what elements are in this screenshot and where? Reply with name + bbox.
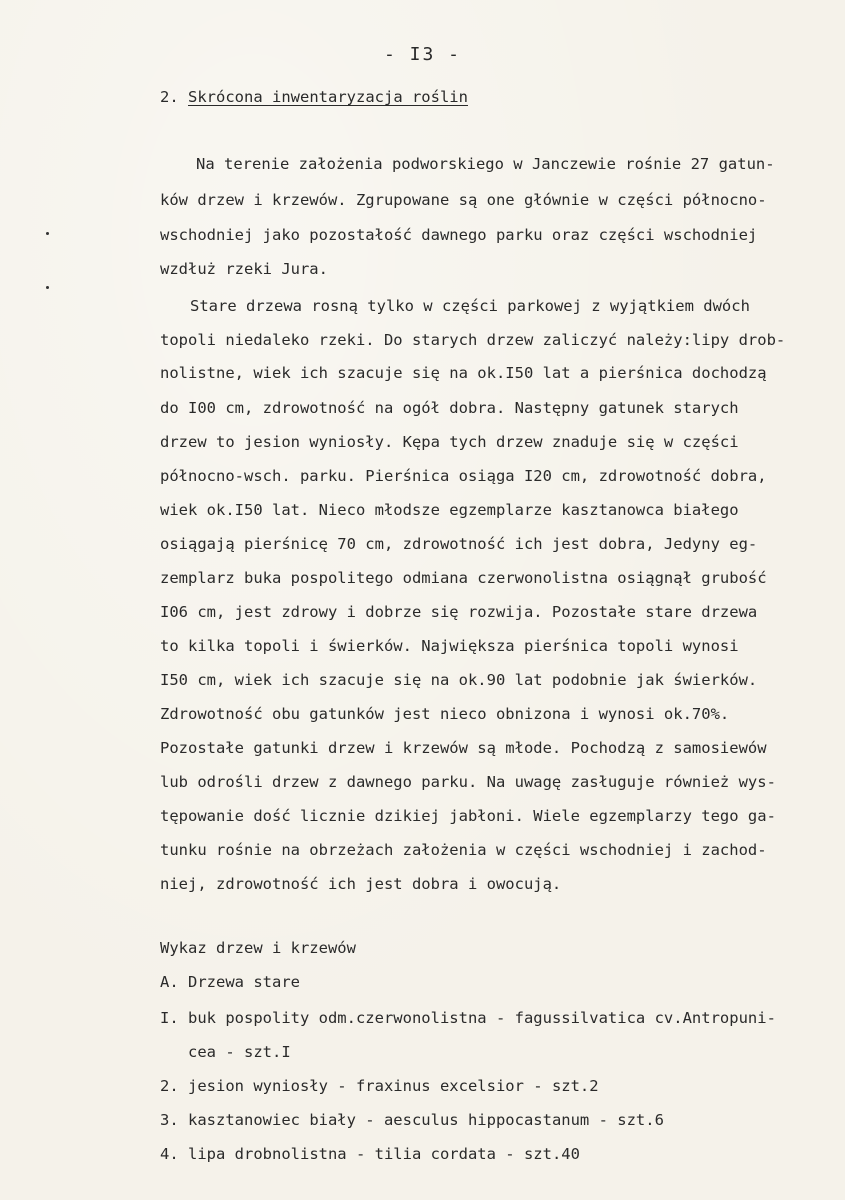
page-number: - I3 - xyxy=(383,44,462,65)
paragraph-line: osiągają pierśnicę 70 cm, zdrowotność ich jest dobra, Jedyny eg- xyxy=(160,535,758,553)
paragraph-line: tępowanie dość licznie dzikiej jabłoni. Wiele egzemplarzy tego ga- xyxy=(160,807,776,825)
paragraph-line: wiek ok.I50 lat. Nieco młodsze egzemplarze kasztanowca białego xyxy=(160,501,739,519)
paragraph-line: zemplarz buka pospolitego odmiana czerwonolistna osiągnął grubość xyxy=(160,569,767,587)
list-item-text: kasztanowiec biały - aesculus hippocastanum - szt.6 xyxy=(188,1111,664,1129)
list-title: Wykaz drzew i krzewów xyxy=(160,939,356,957)
paragraph-line: do I00 cm, zdrowotność na ogół dobra. Następny gatunek starych xyxy=(160,399,739,417)
margin-mark xyxy=(46,286,49,289)
list-group-heading: A. Drzewa stare xyxy=(160,973,300,991)
margin-mark xyxy=(46,232,49,235)
list-item-text: jesion wyniosły - fraxinus excelsior - szt.2 xyxy=(188,1077,599,1095)
paragraph-line: Stare drzewa rosną tylko w części parkowej z wyjątkiem dwóch xyxy=(190,297,750,315)
list-item-number: 2. xyxy=(160,1077,179,1095)
paragraph-line: tunku rośnie na obrzeżach założenia w części wschodniej i zachod- xyxy=(160,841,767,859)
section-heading xyxy=(160,88,468,106)
paragraph-line: nolistne, wiek ich szacuje się na ok.I50 lat a pierśnica dochodzą xyxy=(160,364,767,382)
paragraph-line: Zdrowotność obu gatunków jest nieco obnizona i wynosi ok.70%. xyxy=(160,705,730,723)
paragraph-line: ków drzew i krzewów. Zgrupowane są one głównie w części północno- xyxy=(160,191,767,209)
paragraph-line: topoli niedaleko rzeki. Do starych drzew zaliczyć należy:lipy drob- xyxy=(160,331,786,349)
paragraph-line: to kilka topoli i świerków. Największa pierśnica topoli wynosi xyxy=(160,637,739,655)
list-item-text: lipa drobnolistna - tilia cordata - szt.40 xyxy=(188,1145,580,1163)
paragraph-line: wzdłuż rzeki Jura. xyxy=(160,260,328,278)
paragraph-line: lub odrośli drzew z dawnego parku. Na uwagę zasługuje również wys- xyxy=(160,773,776,791)
paragraph-line: północno-wsch. parku. Pierśnica osiąga I20 cm, zdrowotność dobra, xyxy=(160,467,767,485)
paragraph-line: wschodniej jako pozostałość dawnego parku oraz części wschodniej xyxy=(160,226,758,244)
paragraph-line: Na terenie założenia podworskiego w Janczewie rośnie 27 gatun- xyxy=(196,155,775,173)
paragraph-line: niej, zdrowotność ich jest dobra i owocują. xyxy=(160,875,562,893)
heading-number: 2. xyxy=(160,88,179,106)
paragraph-line: I50 cm, wiek ich szacuje się na ok.90 lat podobnie jak świerków. xyxy=(160,671,758,689)
paragraph-line: Pozostałe gatunki drzew i krzewów są młode. Pochodzą z samosiewów xyxy=(160,739,767,757)
paragraph-line: drzew to jesion wyniosły. Kępa tych drzew znaduje się w części xyxy=(160,433,739,451)
list-item-number: I. xyxy=(160,1009,179,1027)
list-item-number: 4. xyxy=(160,1145,179,1163)
heading-title: Skrócona inwentaryzacja roślin xyxy=(188,88,468,106)
paragraph-line: I06 cm, jest zdrowy i dobrze się rozwija. Pozostałe stare drzewa xyxy=(160,603,758,621)
list-item-number: 3. xyxy=(160,1111,179,1129)
list-item-text: cea - szt.I xyxy=(188,1043,291,1061)
list-item-text: buk pospolity odm.czerwonolistna - fagussilvatica cv.Antropuni- xyxy=(188,1009,776,1027)
